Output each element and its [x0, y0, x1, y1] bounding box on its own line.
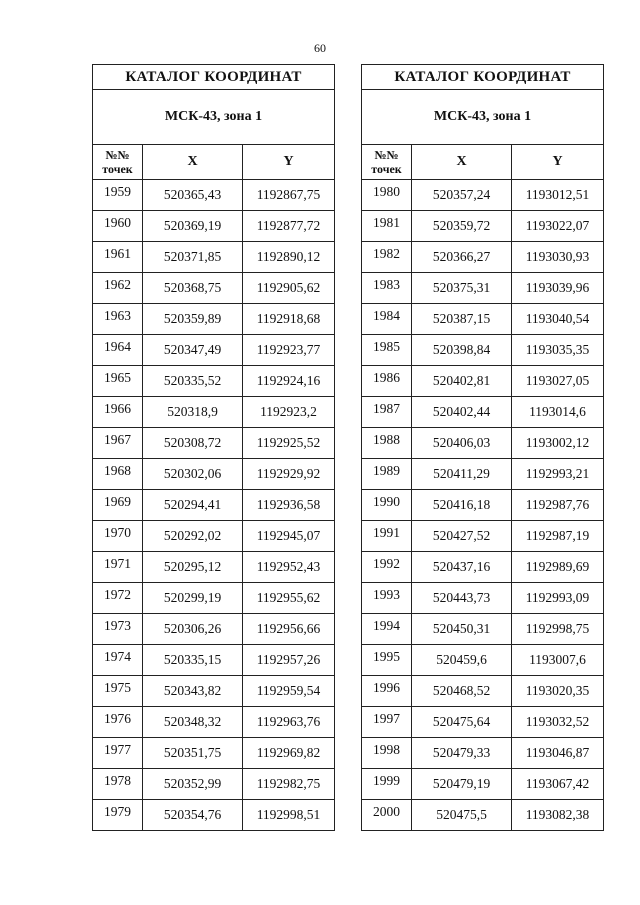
point-number-cell: 1986 — [362, 366, 412, 397]
y-coordinate-cell: 1193002,12 — [512, 428, 604, 459]
table-row — [362, 366, 604, 397]
table-row — [362, 676, 604, 707]
point-number-cell: 1978 — [93, 769, 143, 800]
x-coordinate-cell: 520479,33 — [412, 738, 512, 769]
point-number-cell: 1977 — [93, 738, 143, 769]
point-number-cell: 1973 — [93, 614, 143, 645]
catalog-subtitle: МСК-43, зона 1 — [93, 90, 335, 145]
table-row — [362, 180, 604, 211]
x-coordinate-cell: 520294,41 — [143, 490, 243, 521]
y-coordinate-cell: 1192867,75 — [243, 180, 335, 211]
y-coordinate-cell: 1192987,19 — [512, 521, 604, 552]
catalog-title: КАТАЛОГ КООРДИНАТ — [362, 65, 604, 90]
x-coordinate-cell: 520295,12 — [143, 552, 243, 583]
table-row — [93, 459, 335, 490]
table-row — [93, 769, 335, 800]
y-coordinate-cell: 1192925,52 — [243, 428, 335, 459]
table-row — [362, 583, 604, 614]
x-coordinate-cell: 520299,19 — [143, 583, 243, 614]
point-number-cell: 1982 — [362, 242, 412, 273]
y-coordinate-cell: 1193035,35 — [512, 335, 604, 366]
point-number-cell: 1972 — [93, 583, 143, 614]
column-header-point-number: №№ точек — [93, 145, 143, 180]
table-row — [362, 273, 604, 304]
y-coordinate-cell: 1192998,75 — [512, 614, 604, 645]
y-coordinate-cell: 1193027,05 — [512, 366, 604, 397]
y-coordinate-cell: 1192959,54 — [243, 676, 335, 707]
table-row — [93, 552, 335, 583]
coordinate-catalog-table-left — [92, 64, 335, 831]
x-coordinate-cell: 520402,81 — [412, 366, 512, 397]
point-number-cell: 1967 — [93, 428, 143, 459]
column-header-x: X — [143, 145, 243, 180]
x-coordinate-cell: 520387,15 — [412, 304, 512, 335]
page-number: 60 — [314, 41, 326, 55]
y-coordinate-cell: 1192993,09 — [512, 583, 604, 614]
point-number-cell: 1971 — [93, 552, 143, 583]
y-coordinate-cell: 1193014,6 — [512, 397, 604, 428]
table-row — [93, 304, 335, 335]
x-coordinate-cell: 520475,5 — [412, 800, 512, 831]
x-coordinate-cell: 520375,31 — [412, 273, 512, 304]
point-number-cell: 1966 — [93, 397, 143, 428]
x-coordinate-cell: 520351,75 — [143, 738, 243, 769]
x-coordinate-cell: 520335,52 — [143, 366, 243, 397]
table-row — [93, 800, 335, 831]
x-coordinate-cell: 520365,43 — [143, 180, 243, 211]
y-coordinate-cell: 1192952,43 — [243, 552, 335, 583]
point-number-cell: 1996 — [362, 676, 412, 707]
y-coordinate-cell: 1193040,54 — [512, 304, 604, 335]
point-number-cell: 1999 — [362, 769, 412, 800]
catalog-title: КАТАЛОГ КООРДИНАТ — [93, 65, 335, 90]
point-number-cell: 1962 — [93, 273, 143, 304]
point-number-cell: 1991 — [362, 521, 412, 552]
x-coordinate-cell: 520318,9 — [143, 397, 243, 428]
table-row — [362, 645, 604, 676]
x-coordinate-cell: 520308,72 — [143, 428, 243, 459]
y-coordinate-cell: 1193022,07 — [512, 211, 604, 242]
table-row — [362, 800, 604, 831]
x-coordinate-cell: 520352,99 — [143, 769, 243, 800]
x-coordinate-cell: 520411,29 — [412, 459, 512, 490]
table-row — [93, 397, 335, 428]
point-number-cell: 1989 — [362, 459, 412, 490]
point-number-cell: 1961 — [93, 242, 143, 273]
table-row — [362, 428, 604, 459]
y-coordinate-cell: 1192936,58 — [243, 490, 335, 521]
table-row — [93, 366, 335, 397]
table-row — [93, 645, 335, 676]
column-header-x: X — [412, 145, 512, 180]
point-number-cell: 1980 — [362, 180, 412, 211]
y-coordinate-cell: 1192998,51 — [243, 800, 335, 831]
coordinate-catalog-table-right — [361, 64, 604, 831]
y-coordinate-cell: 1192957,26 — [243, 645, 335, 676]
table-row — [362, 738, 604, 769]
point-number-cell: 1968 — [93, 459, 143, 490]
point-number-cell: 1959 — [93, 180, 143, 211]
y-coordinate-cell: 1192969,82 — [243, 738, 335, 769]
x-coordinate-cell: 520302,06 — [143, 459, 243, 490]
x-coordinate-cell: 520427,52 — [412, 521, 512, 552]
y-coordinate-cell: 1192905,62 — [243, 273, 335, 304]
point-number-cell: 1979 — [93, 800, 143, 831]
point-number-cell: 1997 — [362, 707, 412, 738]
table-row — [362, 552, 604, 583]
y-coordinate-cell: 1193032,52 — [512, 707, 604, 738]
x-coordinate-cell: 520292,02 — [143, 521, 243, 552]
point-number-cell: 1985 — [362, 335, 412, 366]
catalog-rows — [362, 180, 604, 831]
x-coordinate-cell: 520406,03 — [412, 428, 512, 459]
x-coordinate-cell: 520443,73 — [412, 583, 512, 614]
x-coordinate-cell: 520479,19 — [412, 769, 512, 800]
x-coordinate-cell: 520335,15 — [143, 645, 243, 676]
table-row — [93, 614, 335, 645]
y-coordinate-cell: 1192945,07 — [243, 521, 335, 552]
table-row — [93, 583, 335, 614]
table-row — [362, 769, 604, 800]
table-row — [362, 242, 604, 273]
point-number-cell: 1990 — [362, 490, 412, 521]
y-coordinate-cell: 1192956,66 — [243, 614, 335, 645]
y-coordinate-cell: 1193082,38 — [512, 800, 604, 831]
x-coordinate-cell: 520347,49 — [143, 335, 243, 366]
y-coordinate-cell: 1192989,69 — [512, 552, 604, 583]
table-row — [362, 335, 604, 366]
x-coordinate-cell: 520402,44 — [412, 397, 512, 428]
point-number-cell: 1995 — [362, 645, 412, 676]
column-header-y: Y — [512, 145, 604, 180]
y-coordinate-cell: 1193020,35 — [512, 676, 604, 707]
column-header-y: Y — [243, 145, 335, 180]
point-number-cell: 1992 — [362, 552, 412, 583]
y-coordinate-cell: 1193012,51 — [512, 180, 604, 211]
table-row — [362, 397, 604, 428]
table-row — [93, 428, 335, 459]
x-coordinate-cell: 520366,27 — [412, 242, 512, 273]
y-coordinate-cell: 1192924,16 — [243, 366, 335, 397]
point-number-cell: 1974 — [93, 645, 143, 676]
point-number-cell: 2000 — [362, 800, 412, 831]
y-coordinate-cell: 1192993,21 — [512, 459, 604, 490]
x-coordinate-cell: 520348,32 — [143, 707, 243, 738]
y-coordinate-cell: 1192955,62 — [243, 583, 335, 614]
x-coordinate-cell: 520371,85 — [143, 242, 243, 273]
x-coordinate-cell: 520450,31 — [412, 614, 512, 645]
y-coordinate-cell: 1192918,68 — [243, 304, 335, 335]
x-coordinate-cell: 520459,6 — [412, 645, 512, 676]
point-number-cell: 1964 — [93, 335, 143, 366]
table-row — [362, 614, 604, 645]
x-coordinate-cell: 520368,75 — [143, 273, 243, 304]
point-number-cell: 1993 — [362, 583, 412, 614]
table-row — [362, 707, 604, 738]
column-header-point-number: №№ точек — [362, 145, 412, 180]
point-number-cell: 1969 — [93, 490, 143, 521]
x-coordinate-cell: 520359,72 — [412, 211, 512, 242]
x-coordinate-cell: 520416,18 — [412, 490, 512, 521]
x-coordinate-cell: 520398,84 — [412, 335, 512, 366]
point-number-cell: 1981 — [362, 211, 412, 242]
table-row — [93, 180, 335, 211]
point-number-cell: 1965 — [93, 366, 143, 397]
point-number-cell: 1994 — [362, 614, 412, 645]
table-row — [93, 211, 335, 242]
point-number-cell: 1975 — [93, 676, 143, 707]
point-number-cell: 1984 — [362, 304, 412, 335]
point-number-cell: 1963 — [93, 304, 143, 335]
y-coordinate-cell: 1193039,96 — [512, 273, 604, 304]
x-coordinate-cell: 520357,24 — [412, 180, 512, 211]
y-coordinate-cell: 1192963,76 — [243, 707, 335, 738]
y-coordinate-cell: 1193067,42 — [512, 769, 604, 800]
table-row — [362, 490, 604, 521]
x-coordinate-cell: 520306,26 — [143, 614, 243, 645]
table-row — [362, 304, 604, 335]
y-coordinate-cell: 1192982,75 — [243, 769, 335, 800]
table-row — [93, 738, 335, 769]
table-row — [362, 211, 604, 242]
x-coordinate-cell: 520343,82 — [143, 676, 243, 707]
point-number-cell: 1976 — [93, 707, 143, 738]
y-coordinate-cell: 1192923,2 — [243, 397, 335, 428]
table-row — [93, 273, 335, 304]
point-number-cell: 1998 — [362, 738, 412, 769]
catalog-subtitle: МСК-43, зона 1 — [362, 90, 604, 145]
point-number-cell: 1983 — [362, 273, 412, 304]
table-row — [93, 521, 335, 552]
y-coordinate-cell: 1192929,92 — [243, 459, 335, 490]
y-coordinate-cell: 1192890,12 — [243, 242, 335, 273]
y-coordinate-cell: 1192923,77 — [243, 335, 335, 366]
table-row — [93, 335, 335, 366]
y-coordinate-cell: 1192877,72 — [243, 211, 335, 242]
x-coordinate-cell: 520468,52 — [412, 676, 512, 707]
y-coordinate-cell: 1193030,93 — [512, 242, 604, 273]
x-coordinate-cell: 520475,64 — [412, 707, 512, 738]
table-row — [93, 490, 335, 521]
point-number-cell: 1970 — [93, 521, 143, 552]
x-coordinate-cell: 520359,89 — [143, 304, 243, 335]
y-coordinate-cell: 1192987,76 — [512, 490, 604, 521]
table-row — [93, 707, 335, 738]
table-row — [362, 521, 604, 552]
point-number-cell: 1987 — [362, 397, 412, 428]
table-row — [362, 459, 604, 490]
point-number-cell: 1960 — [93, 211, 143, 242]
y-coordinate-cell: 1193046,87 — [512, 738, 604, 769]
table-row — [93, 676, 335, 707]
point-number-cell: 1988 — [362, 428, 412, 459]
x-coordinate-cell: 520437,16 — [412, 552, 512, 583]
x-coordinate-cell: 520354,76 — [143, 800, 243, 831]
catalog-rows — [93, 180, 335, 831]
table-row — [93, 242, 335, 273]
y-coordinate-cell: 1193007,6 — [512, 645, 604, 676]
x-coordinate-cell: 520369,19 — [143, 211, 243, 242]
